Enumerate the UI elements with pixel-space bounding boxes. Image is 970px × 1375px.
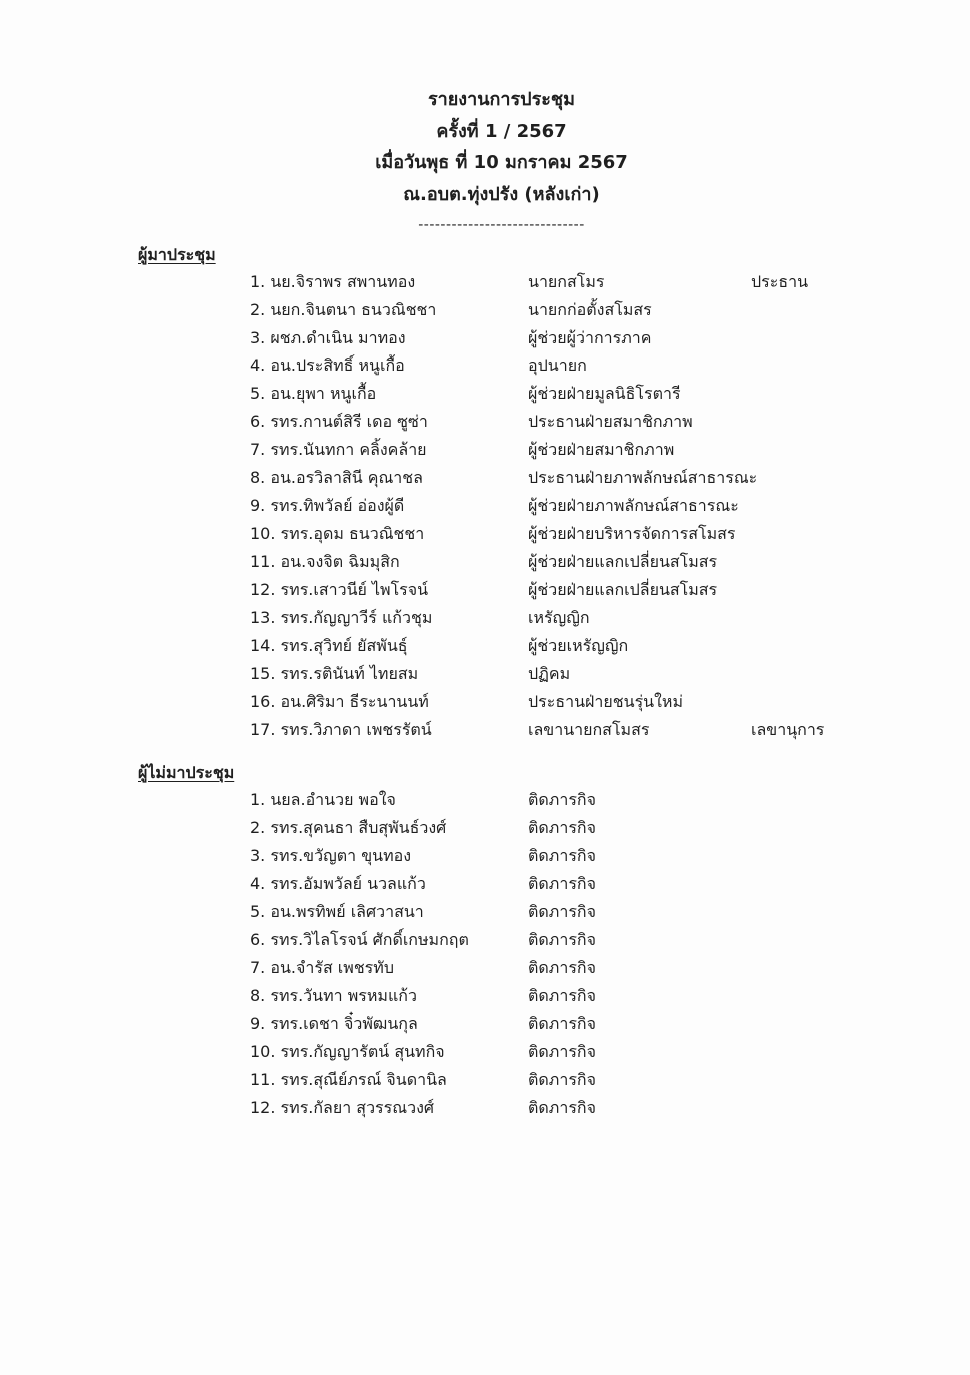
list-item: [0, 982, 970, 1010]
member-position: ผู้ช่วยฝ่ายบริหารจัดการสโมสร: [528, 524, 736, 543]
list-item: [0, 464, 970, 492]
member-position: ผู้ช่วยฝ่ายมูลนิธิโรตารี: [528, 384, 681, 403]
member-position: ประธานฝ่ายสมาชิกภาพ: [528, 412, 693, 431]
member-name: 1. นย.จิราพร สพานทอง: [250, 272, 416, 291]
absence-reason: ติดภารกิจ: [528, 874, 596, 893]
member-name: 10. รทร.กัญญารัตน์ สุนทกิจ: [250, 1042, 445, 1061]
absence-reason: ติดภารกิจ: [528, 958, 596, 977]
list-item: [0, 576, 970, 604]
member-role: เลขานุการ: [751, 720, 825, 739]
list-item: [0, 380, 970, 408]
document-header: [0, 84, 970, 240]
member-position: นายกสโมร: [528, 272, 605, 291]
list-item: [0, 268, 970, 296]
list-item: [0, 870, 970, 898]
list-item: [0, 1038, 970, 1066]
member-position: อุปนายก: [528, 356, 587, 375]
member-position: ผู้ช่วยเหรัญญิก: [528, 636, 629, 655]
list-item: [0, 842, 970, 870]
list-item: [0, 688, 970, 716]
list-item: [0, 604, 970, 632]
member-name: 4. อน.ประสิทธิ์ หนูเกื้อ: [250, 356, 405, 375]
member-position: ประธานฝ่ายภาพลักษณ์สาธารณะ: [528, 468, 758, 487]
list-item: [0, 814, 970, 842]
member-name: 13. รทร.กัญญาวีร์ แก้วชุม: [250, 608, 433, 627]
member-name: 17. รทร.วิภาดา เพชรรัตน์: [250, 720, 432, 739]
member-position: ผู้ช่วยฝ่ายแลกเปลี่ยนสโมสร: [528, 552, 718, 571]
member-name: 7. อน.จำรัส เพชรทับ: [250, 958, 394, 977]
absence-reason: ติดภารกิจ: [528, 1014, 596, 1033]
absence-reason: ติดภารกิจ: [528, 986, 596, 1005]
absence-reason: ติดภารกิจ: [528, 846, 596, 865]
list-item: [0, 1094, 970, 1122]
member-name: 11. อน.จงจิต ฉิมมุสิก: [250, 552, 400, 571]
member-position: นายกก่อตั้งสโมสร: [528, 300, 652, 319]
member-name: 10. รทร.อุดม ธนวณิชชา: [250, 524, 425, 543]
member-name: 8. รทร.วันทา พรหมแก้ว: [250, 986, 417, 1005]
absence-reason: ติดภารกิจ: [528, 790, 596, 809]
report-title: รายงานการประชุม: [427, 89, 576, 110]
member-name: 14. รทร.สุวิทย์ ยัสพันธุ์: [250, 636, 408, 655]
absence-reason: ติดภารกิจ: [528, 1070, 596, 1089]
list-item: [0, 1010, 970, 1038]
meeting-date: เมื่อวันพุธ ที่ 10 มกราคม 2567: [375, 152, 628, 173]
list-item: [0, 898, 970, 926]
member-name: 7. รทร.นันทกา คลิ้งคล้าย: [250, 440, 427, 459]
list-item: [0, 660, 970, 688]
list-item: [0, 520, 970, 548]
member-name: 12. รทร.กัลยา สุวรรณวงศ์: [250, 1098, 435, 1117]
absent-list: [0, 786, 970, 1122]
member-name: 5. อน.พรทิพย์ เลิศวาสนา: [250, 902, 424, 921]
member-position: ประธานฝ่ายชนรุ่นใหม่: [528, 692, 683, 711]
list-item: [0, 1066, 970, 1094]
member-name: 11. รทร.สุณีย์ภรณ์ จินดานิล: [250, 1070, 447, 1089]
list-item: [0, 716, 970, 744]
absence-reason: ติดภารกิจ: [528, 1098, 596, 1117]
absent-section-title: ผู้ไม่มาประชุม: [138, 763, 235, 782]
member-position: ปฏิคม: [528, 664, 571, 683]
list-item: [0, 548, 970, 576]
list-item: [0, 786, 970, 814]
absence-reason: ติดภารกิจ: [528, 930, 596, 949]
member-name: 9. รทร.เดชา จิ๋วพัฒนกุล: [250, 1014, 418, 1033]
list-item: [0, 296, 970, 324]
member-position: เลขานายกสโมสร: [528, 720, 650, 739]
list-item: [0, 436, 970, 464]
member-name: 2. รทร.สุคนธา สืบสุพันธ์วงศ์: [250, 818, 447, 837]
member-position: ผู้ช่วยผู้ว่าการภาค: [528, 328, 652, 347]
member-name: 8. อน.อรวิลาสินี คุณาชล: [250, 468, 423, 487]
list-item: [0, 632, 970, 660]
member-name: 6. รทร.กานต์สิรี เดอ ซูซ่า: [250, 412, 428, 431]
list-item: [0, 408, 970, 436]
meeting-session: ครั้งที่ 1 / 2567: [436, 120, 567, 142]
member-name: 6. รทร.วิไลโรจน์ ศักดิ์เกษมกฤต: [250, 930, 469, 949]
member-name: 5. อน.ยุพา หนูเกื้อ: [250, 384, 377, 403]
list-item: [0, 352, 970, 380]
present-list: [0, 268, 970, 744]
member-name: 4. รทร.อัมพวัลย์ นวลแก้ว: [250, 874, 426, 893]
member-role: ประธาน: [751, 272, 809, 291]
header-divider: ------------------------------: [418, 217, 585, 233]
member-name: 12. รทร.เสาวนีย์ ไพโรจน์: [250, 580, 429, 599]
member-position: เหรัญญิก: [528, 608, 590, 627]
member-name: 1. นยล.อำนวย พอใจ: [250, 790, 396, 809]
meeting-venue: ณ.อบต.ทุ่งปรัง (หลังเก่า): [403, 183, 600, 205]
member-name: 16. อน.ศิริมา ธีระนานนท์: [250, 692, 429, 711]
member-name: 3. ผชภ.ดำเนิน มาทอง: [250, 328, 406, 347]
list-item: [0, 926, 970, 954]
list-item: [0, 954, 970, 982]
member-position: ผู้ช่วยฝ่ายภาพลักษณ์สาธารณะ: [528, 496, 739, 515]
absence-reason: ติดภารกิจ: [528, 902, 596, 921]
member-name: 15. รทร.รตินันท์ ไทยสม: [250, 664, 419, 683]
member-name: 3. รทร.ขวัญตา ขุนทอง: [250, 846, 412, 865]
member-name: 9. รทร.ทิพวัลย์ อ่องผู้ดี: [250, 496, 405, 515]
list-item: [0, 324, 970, 352]
absence-reason: ติดภารกิจ: [528, 818, 596, 837]
present-section-title: ผู้มาประชุม: [138, 245, 216, 264]
list-item: [0, 492, 970, 520]
absence-reason: ติดภารกิจ: [528, 1042, 596, 1061]
member-position: ผู้ช่วยฝ่ายสมาชิกภาพ: [528, 440, 675, 459]
member-name: 2. นยก.จินตนา ธนวณิชชา: [250, 300, 437, 319]
member-position: ผู้ช่วยฝ่ายแลกเปลี่ยนสโมสร: [528, 580, 718, 599]
